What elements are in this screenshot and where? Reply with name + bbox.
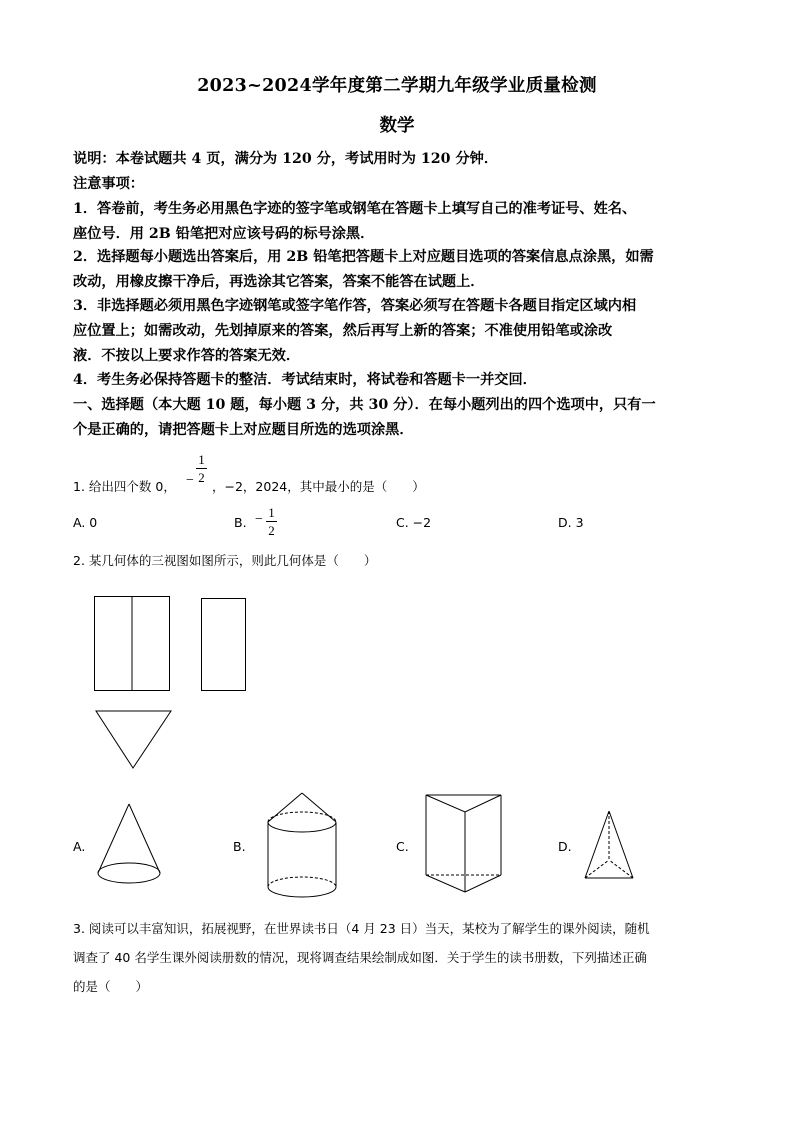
section-1-line-2: 个是正确的，请把答题卡上对应题目所选的选项涂黑．	[73, 422, 414, 438]
q2-stem: 2. 某几何体的三视图如图所示，则此几何体是（ ）	[73, 553, 377, 568]
q2-option-a: A.	[73, 839, 86, 854]
instruction-2-line-2: 改动，用橡皮擦干净后，再选涂其它答案，答案不能答在试题上．	[73, 274, 485, 290]
q2-option-d: D.	[558, 839, 572, 854]
instruction-4: 4．考生务必保持答题卡的整洁．考试结束时，将试卷和答题卡一并交回．	[73, 372, 537, 388]
instruction-2-line-1: 2．选择题每小题选出答案后，用 2B 铅笔把答题卡上对应题目选项的答案信息点涂黑，如需	[73, 249, 654, 265]
q1-option-c: C. −2	[396, 515, 432, 530]
instructions-heading: 注意事项：	[73, 176, 144, 192]
option-b-cylinder-cone-figure	[268, 793, 336, 897]
q1-suffix: ，−2，2024，其中最小的是（ ）	[212, 479, 425, 494]
option-c-triangular-prism-figure	[426, 795, 501, 892]
instruction-3-line-2: 应位置上；如需改动，先划掉原来的答案，然后再写上新的答案；不准使用铅笔或涂改	[73, 323, 613, 339]
option-d-triangular-pyramid-figure	[585, 811, 633, 878]
q1-fraction-denominator: 2	[198, 470, 205, 485]
exam-title: 2023~2024学年度第二学期九年级学业质量检测	[197, 76, 597, 96]
q2-option-b: B.	[233, 839, 246, 854]
front-view	[95, 597, 170, 691]
section-1-line-1: 一、选择题（本大题 10 题，每小题 3 分，共 30 分）．在每小题列出的四个选项中，只有一	[73, 397, 656, 413]
q1-option-b-denominator: 2	[268, 523, 275, 538]
q1-option-b-label: B.	[234, 515, 247, 530]
q3-stem-line-1: 3. 阅读可以丰富知识，拓展视野，在世界读书日（4 月 23 日）当天，某校为了解学生的课外阅读，随机	[73, 921, 650, 936]
q3-stem-line-2: 调查了 40 名学生课外阅读册数的情况，现将调查结果绘制成如图．关于学生的读书册数，下列描述正确	[73, 950, 647, 965]
q1-option-a: A. 0	[73, 515, 98, 530]
instruction-3-line-1: 3．非选择题必须用黑色字迹钢笔或签字笔作答，答案必须写在答题卡各题目指定区域内相	[73, 298, 637, 314]
q1-minus-sign: −	[186, 473, 194, 488]
exam-note: 说明：本卷试题共 4 页，满分为 120 分，考试用时为 120 分钟．	[73, 151, 499, 167]
q1-option-b-numerator: 1	[268, 505, 275, 520]
exam-subject: 数学	[379, 116, 415, 136]
option-a-cone-figure	[98, 804, 160, 883]
q2-option-c: C.	[396, 839, 409, 854]
q1-option-d: D. 3	[558, 515, 584, 530]
q1-fraction-numerator: 1	[198, 452, 205, 467]
side-view	[202, 599, 246, 691]
top-view	[96, 711, 171, 768]
instruction-3-line-3: 液．不按以上要求作答的答案无效．	[73, 348, 301, 364]
q3-stem-line-3: 的是（ ）	[73, 979, 149, 994]
q1-prefix: 1. 给出四个数 0，	[73, 479, 176, 494]
q1-option-b-minus: −	[255, 512, 263, 527]
instruction-1-line-1: 1．答卷前，考生务必用黑色字迹的签字笔或钢笔在答题卡上填写自己的准考证号、姓名、	[73, 201, 637, 217]
instruction-1-line-2: 座位号．用 2B 铅笔把对应该号码的标号涂黑．	[73, 226, 375, 242]
